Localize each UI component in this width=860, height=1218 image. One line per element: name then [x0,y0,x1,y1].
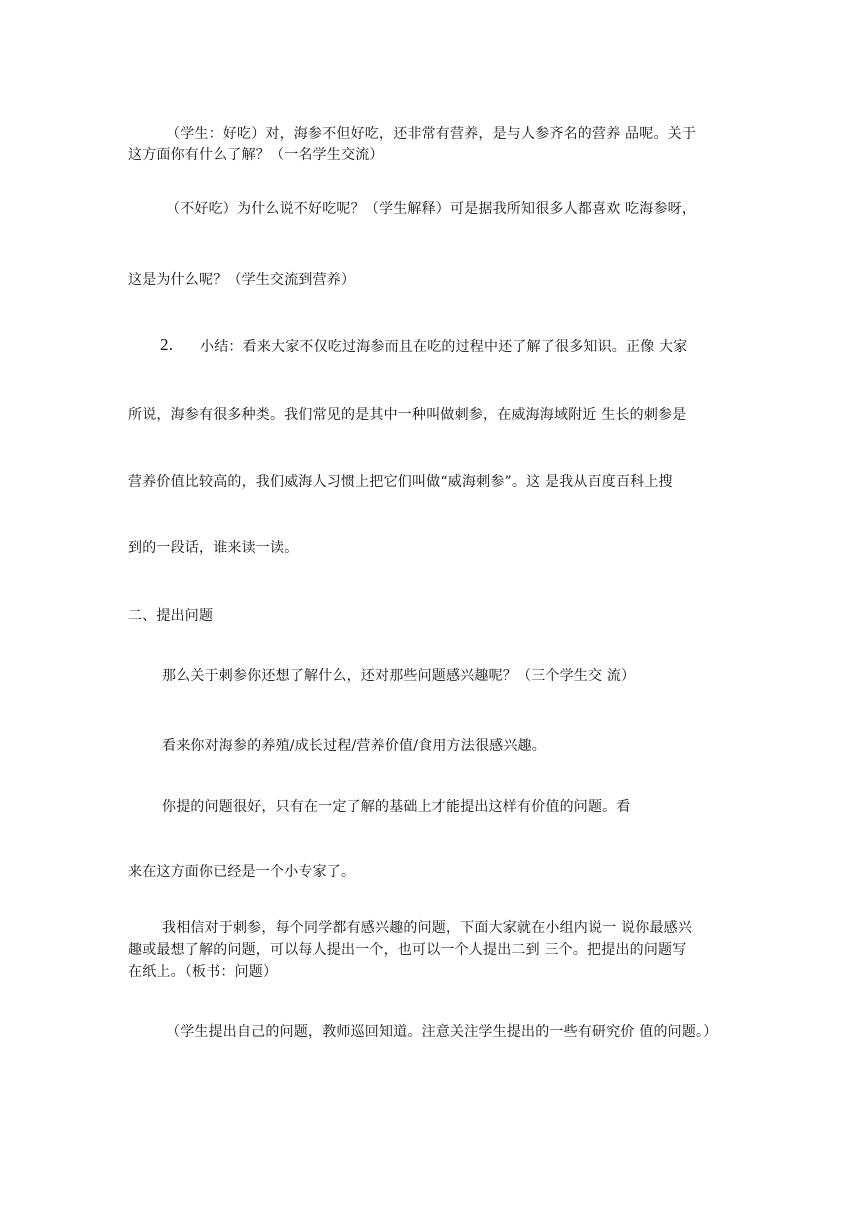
paragraph-line: 来在这方面你已经是一个小专家了。 [128,864,356,880]
paragraph-line: 这是为什么呢？（学生交流到营养） [128,272,356,288]
paragraph-line: 这方面你有什么了解？（一名学生交流） [128,147,384,163]
paragraph-line: 那么关于刺参你还想了解什么，还对那些问题感兴趣呢？（三个学生交 流） [162,668,636,684]
paragraph-line: （学生提出自己的问题，教师巡回知道。注意关注学生提出的一些有研究价 值的问题。） [166,1024,718,1040]
paragraph-line: 营养价值比较高的，我们威海人习惯上把它们叫做“威海刺参”。这 是我从百度百科上搜 [128,474,673,490]
paragraph-line: 所说，海参有很多种类。我们常见的是其中一种叫做刺参，在威海海域附近 生长的刺参是 [128,407,687,423]
paragraph-line: 你提的问题很好，只有在一定了解的基础上才能提出这样有价值的问题。看 [162,799,631,815]
paragraph-line: 到的一段话，谁来读一读。 [128,540,299,556]
paragraph-line: （不好吃）为什么说不好吃呢？（学生解释）可是据我所知很多人都喜欢 吃海参呀， [166,201,697,217]
list-number: 2. [160,335,174,354]
paragraph-line: 趣或最想了解的问题，可以每人提出一个，也可以一个人提出二到 三个。把提出的问题写 [128,942,687,958]
paragraph-line: 看来你对海参的养殖/成长过程/营养价值/食用方法很感兴趣。 [162,738,546,754]
paragraph-line: 小结：看来大家不仅吃过海参而且在吃的过程中还了解了很多知识。正像 大家 [200,339,688,355]
paragraph-line: 我相信对于刺参，每个同学都有感兴趣的问题，下面大家就在小组内说一 说你最感兴 [162,920,693,936]
section-heading: 二、提出问题 [128,608,214,624]
paragraph-line: 在纸上。（板书：问题） [128,964,278,980]
paragraph-line: （学生：好吃）对，海参不但好吃，还非常有营养，是与人参齐名的营养 品呢。关于 [166,126,697,142]
